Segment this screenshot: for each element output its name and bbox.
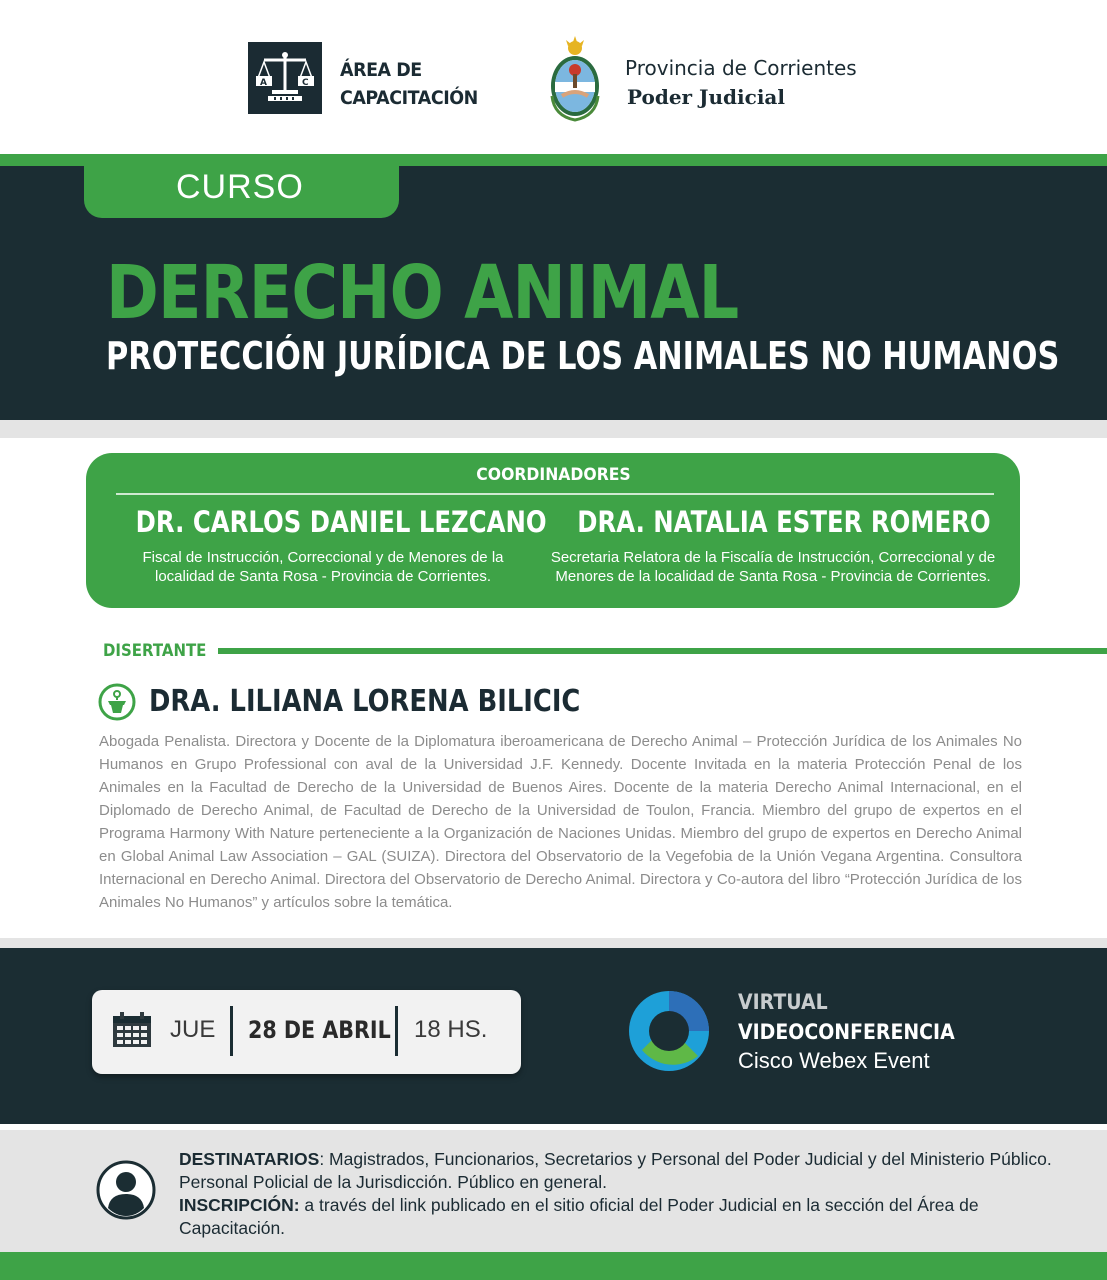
coordinators-divider [116, 493, 994, 495]
coordinator-desc-line: localidad de Santa Rosa - Provincia de Corrientes. [154, 568, 491, 585]
date-separator [230, 1006, 233, 1056]
footer-green-bar [0, 1252, 1107, 1280]
calendar-icon [112, 1012, 152, 1048]
area-title-line2: CAPACITACIÓN [340, 87, 478, 109]
svg-text:A: A [260, 78, 267, 88]
course-title: DERECHO ANIMAL [106, 250, 739, 336]
registration-text: a través del link publicado en el sitio oficial del Poder Judicial en la sección del Área de Capacitación. [179, 1195, 979, 1238]
speaker-name: DRA. LILIANA LORENA BILICIC [149, 684, 581, 719]
province-name: Provincia de Corrientes [625, 56, 857, 80]
platform-mode: VIRTUAL [738, 990, 828, 1014]
area-capacitacion-logo [248, 42, 322, 114]
speaker-divider [218, 648, 1107, 654]
platform-name: Cisco Webex Event [738, 1048, 930, 1073]
recipients-paragraph [179, 1148, 1079, 1194]
registration-label: INSCRIPCIÓN: [179, 1195, 300, 1215]
speaker-bio: Abogada Penalista. Directora y Docente de la Diplomatura iberoamericana de Derecho Animal – Protección Jurídica de los Animales No Humanos en Grupo Professional con aval de la Universidad J.F. Kennedy. Docente Invitada en la materia Protección Penal de los Animales en la Facultad de Derecho de la Universidad de Buenos Aires. Docente de la materia Derecho Animal Internacional, en el Diplomado de Derecho Animal, de Facultad de Derecho de la Universidad de Toulon, Francia. Miembro del grupo de expertos en el Programa Harmony With Nature perteneciente a la Organización de Naciones Unidas. Miembro del grupo de expertos en Derecho Animal en Global Animal Law Association – GAL (SUIZA). Directora del Observatorio de la Vegefobia de la Unión Vegana Argentina. Consultora Internacional en Derecho Animal. Directora del Observatorio de Derecho Animal. Directora y Co-autora del libro “Protección Jurídica de los Animales No Humanos” y artículos sobre la temática. [99, 733, 1022, 911]
course-tag-label: CURSO [176, 168, 304, 206]
area-title-line1: ÁREA DE [340, 59, 422, 81]
recipients-label: DESTINATARIOS [179, 1149, 320, 1169]
event-date: 28 DE ABRIL [248, 1016, 391, 1044]
footer-info [179, 1148, 1079, 1240]
title-band-shadow [0, 420, 1107, 438]
recipients-text: : Magistrados, Funcionarios, Secretarios y Personal del Poder Judicial y del Ministerio Público. Personal Policial de la Jurisdicción. Público en general. [179, 1149, 1052, 1192]
coordinator-description [100, 548, 546, 586]
coordinator-desc-line: Fiscal de Instrucción, Correccional y de Menores de la [142, 549, 504, 566]
speaker-label: DISERTANTE [103, 641, 207, 661]
province-seal-icon [544, 36, 606, 122]
coordinator-name: DRA. NATALIA ESTER ROMERO [577, 505, 991, 539]
event-day: JUE [170, 1016, 216, 1043]
svg-text:C: C [302, 78, 309, 88]
area-capacitacion-title [340, 56, 478, 112]
course-subtitle: PROTECCIÓN JURÍDICA DE LOS ANIMALES NO HUMANOS [106, 334, 1060, 378]
coordinator-desc-line: Secretaria Relatora de la Fiscalía de Instrucción, Correccional y de [550, 549, 996, 566]
coordinator-description [540, 548, 1006, 586]
speaker-icon [98, 683, 136, 721]
judicial-power-name: Poder Judicial [627, 85, 785, 109]
platform-type: VIDEOCONFERENCIA [738, 1020, 955, 1044]
coordinators-label: COORDINADORES [476, 465, 631, 485]
webex-icon [628, 990, 710, 1072]
event-time: 18 HS. [414, 1016, 488, 1043]
schedule-band-top [0, 938, 1107, 948]
coordinator-desc-line: Menores de la localidad de Santa Rosa - Provincia de Corrientes. [555, 568, 991, 585]
date-separator [395, 1006, 398, 1056]
registration-paragraph [179, 1194, 1079, 1240]
scales-justice-icon [252, 46, 318, 110]
person-icon [96, 1160, 156, 1220]
course-tag [84, 160, 399, 218]
coordinator-name: DR. CARLOS DANIEL LEZCANO [135, 505, 547, 539]
